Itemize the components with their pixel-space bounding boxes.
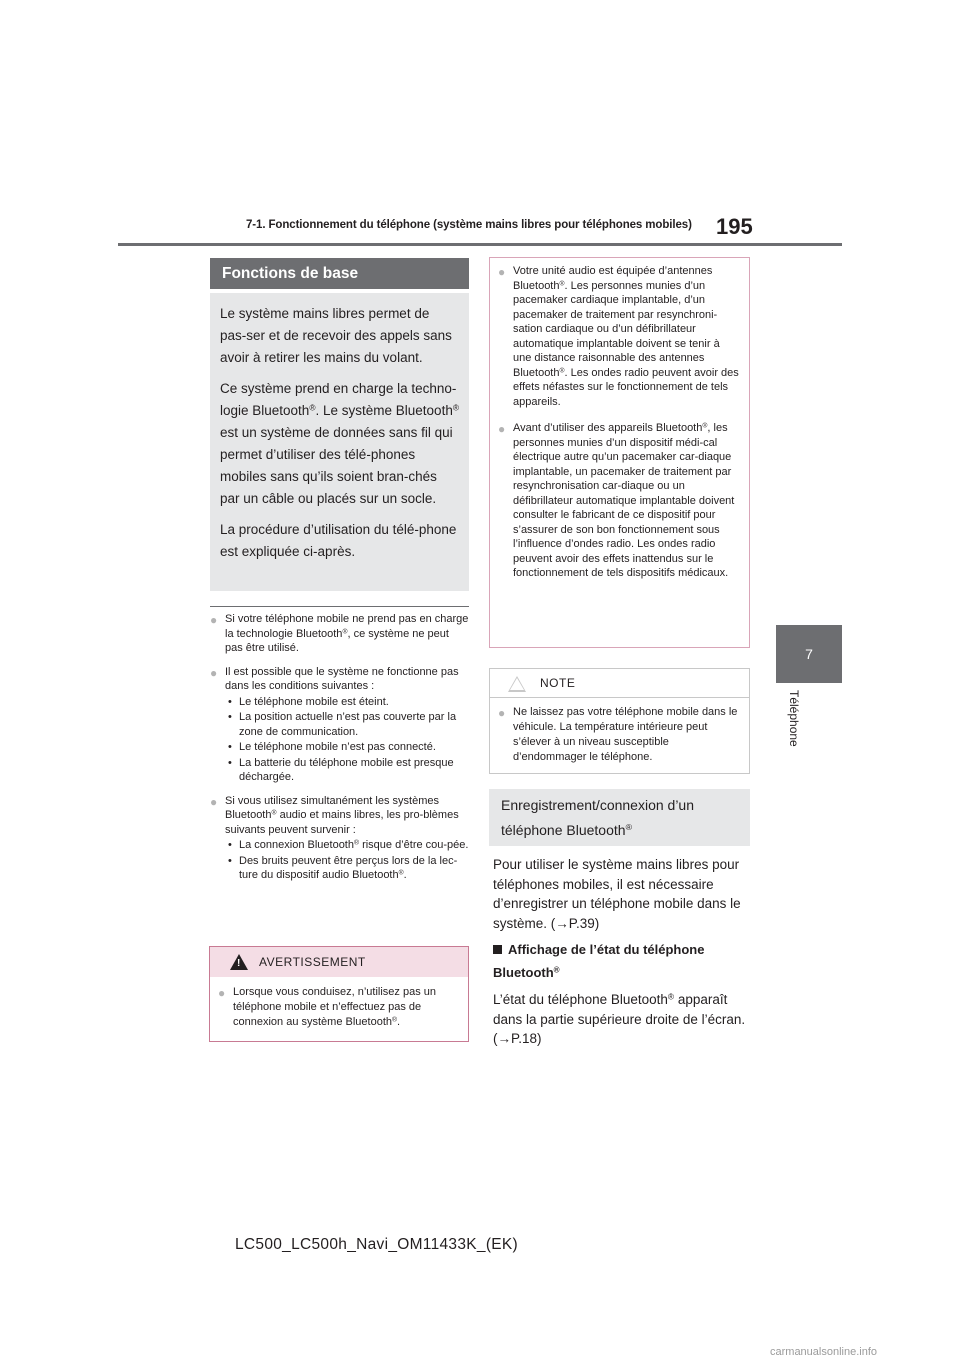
bullet-icon: ● <box>498 422 506 436</box>
note-body <box>490 698 749 765</box>
page-number: 195 <box>716 214 753 239</box>
bullet-icon: ● <box>498 706 506 720</box>
bullet-icon: ● <box>498 265 506 279</box>
list-item: ● Si votre téléphone mobile ne prend pas en charge la technologie Bluetooth®, ce système ne peut pas être utilisé. <box>210 613 469 654</box>
bullet-icon: ● <box>210 794 218 809</box>
warning-header <box>210 947 468 977</box>
list-item: ● Lorsque vous conduisez, n’utilisez pas un téléphone mobile et n’effectuez pas de connexion au système Bluetooth®. <box>218 986 437 1028</box>
warning-title: AVERTISSEMENT <box>259 955 366 969</box>
basic-functions-heading: Fonctions de base <box>210 258 469 289</box>
list-item: ● Il est possible que le système ne fonctionne pas dans les conditions suivantes : • Le téléphone mobile est éteint. • La position actuelle n’est pas couverte par la zone de communication. • Le téléphone mobile n’est pas connecté. • La batterie du téléphone mobile est presque déchargée. <box>210 665 469 785</box>
chapter-tab: 7 <box>776 625 842 683</box>
bullet-icon: ● <box>218 986 226 1000</box>
divider <box>210 606 469 607</box>
list-item: ● Si vous utilisez simultanément les systèmes Bluetooth® audio et mains libres, les pro-blèmes suivants peuvent survenir : • La connexion Bluetooth® risque d’être cou-pée. • Des bruits peuvent être perçus lors de la lec-ture du dispositif audio Bluetooth®. <box>210 794 469 883</box>
info-list <box>210 612 469 892</box>
status-paragraph: L’état du téléphone Bluetooth® apparaît dans la partie supérieure droite de l’écran. (→P.18) <box>493 991 746 1046</box>
status-subheading: Affichage de l’état du téléphone Bluetooth® <box>493 942 705 980</box>
list-item: ● Avant d’utiliser des appareils Bluetooth®, les personnes munies d’un dispositif médi-cal électrique autre qu’un pacemaker car-diaque implantable, un pacemaker de traitement par resynchronisation car-diaque ou un défibrillateur automatique implantable doivent consulter le fabricant de ce dispositif pour s’assurer de son bon fonctionnement sous l’influence d’ondes radio. Les ondes radio peuvent avoir des effets inattendus sur le fonctionnement de tels dispositifs médicaux. <box>498 422 735 579</box>
sub-item: • Le téléphone mobile n’est pas connecté. <box>225 740 469 755</box>
warning-box <box>209 946 469 1042</box>
warning-body <box>210 977 468 1030</box>
intro-paragraph-2: Ce système prend en charge la techno-logie Bluetooth®. Le système Bluetooth® est un système de données sans fil qui permet d’utiliser des télé-phones mobiles sans qu’ils soient bran-chés par un câble ou placés sur un socle. <box>220 381 459 506</box>
bullet-icon: ● <box>210 613 218 627</box>
warning-icon: ! <box>230 954 248 970</box>
note-icon <box>508 676 526 692</box>
bullet-icon: ● <box>210 665 218 680</box>
watermark-credit: carmanualsonline.info <box>770 1346 878 1358</box>
sub-item: • La batterie du téléphone mobile est presque déchargée. <box>225 756 469 785</box>
sub-item: • Le téléphone mobile est éteint. <box>225 695 469 710</box>
intro-paragraph-3: La procédure d’utilisation du télé-phone est expliquée ci-après. <box>220 522 457 559</box>
chapter-label: Téléphone <box>787 690 801 747</box>
section-title: 7-1. Fonctionnement du téléphone (système mains libres pour téléphones mobiles) <box>246 219 692 231</box>
registration-heading: Enregistrement/connexion d’un téléphone Bluetooth® <box>489 789 750 846</box>
registration-paragraph: Pour utiliser le système mains libres pour téléphones mobiles, il est nécessaire d’enregistrer un téléphone mobile dans le système. (→P.39) <box>493 857 741 931</box>
header-rule <box>118 243 842 246</box>
sub-item: • Des bruits peuvent être perçus lors de la lec-ture du dispositif audio Bluetooth®. <box>225 854 469 883</box>
manual-code: LC500_LC500h_Navi_OM11433K_(EK) <box>235 1236 519 1253</box>
square-bullet-icon <box>493 945 502 954</box>
intro-box <box>210 293 469 591</box>
note-title: NOTE <box>540 676 576 690</box>
list-item: ● Ne laissez pas votre téléphone mobile dans le véhicule. La température intérieure peut s’élever à un niveau susceptible d’endommager le téléphone. <box>498 706 738 763</box>
note-header <box>490 669 749 698</box>
sub-item: • La connexion Bluetooth® risque d’être cou-pée. <box>225 838 469 853</box>
intro-paragraph-1: Le système mains libres permet de pas-ser et de recevoir des appels sans avoir à retirer les mains du volant. <box>220 306 452 365</box>
note-box <box>489 668 750 774</box>
caution-box <box>489 257 750 648</box>
sub-item: • La position actuelle n’est pas couverte par la zone de communication. <box>225 710 469 739</box>
list-item: ● Votre unité audio est équipée d’antennes Bluetooth®. Les personnes munies d’un pacemaker cardiaque implantable, d’un pacemaker de traitement par resynchroni-sation cardiaque ou d’un défibrillateur automatique implantable doivent se tenir à une distance raisonnable des antennes Bluetooth®. Les ondes radio peuvent avoir des effets néfastes sur le fonctionnement de tels appareils. <box>498 265 739 408</box>
